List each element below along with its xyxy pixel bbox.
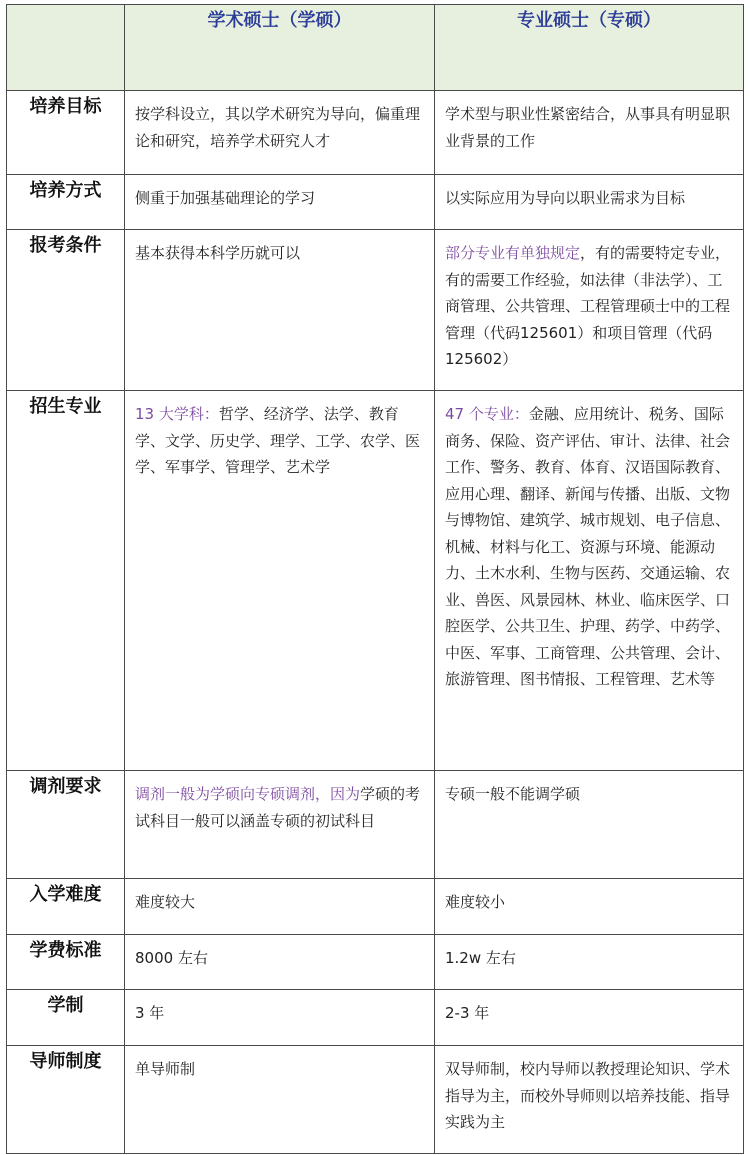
professional-cell: 双导师制，校内导师以教授理论知识、学术指导为主，而校外导师则以培养技能、指导实践为主 xyxy=(435,1046,744,1154)
row-label: 培养目标 xyxy=(7,91,125,175)
academic-cell xyxy=(125,391,435,771)
row-tuition xyxy=(7,935,744,990)
cell-text: ，有的需要特定专业，有的需要工作经验，如法律（非法学）、工商管理、公共管理、工程管理硕士中的工程管理（代码125601）和项目管理（代码 125602） xyxy=(445,244,731,368)
row-difficulty xyxy=(7,879,744,935)
professional-cell: 2-3 年 xyxy=(435,990,744,1046)
academic-cell: 基本获得本科学历就可以 xyxy=(125,230,435,391)
row-label: 导师制度 xyxy=(7,1046,125,1154)
cell-text: 哲学、经济学、法学、教育学、文学、历史学、理学、工学、农学、医学、军事学、管理学、艺术学 xyxy=(135,405,421,476)
academic-cell: 难度较大 xyxy=(125,879,435,935)
professional-cell: 以实际应用为导向以职业需求为目标 xyxy=(435,175,744,230)
highlight-text: 调剂一般为学硕向专硕调剂，因为 xyxy=(135,785,361,803)
row-application-requirements xyxy=(7,230,744,391)
row-majors xyxy=(7,391,744,771)
highlight-text: 47 个专业： xyxy=(445,405,529,423)
academic-cell: 8000 左右 xyxy=(125,935,435,990)
row-label: 入学难度 xyxy=(7,879,125,935)
row-training-goal xyxy=(7,91,744,175)
academic-cell xyxy=(125,771,435,879)
cell-text: 学硕的考试科目一般可以涵盖专硕的初试科目 xyxy=(135,785,421,830)
header-professional: 专业硕士（专硕） xyxy=(435,5,744,91)
header-row xyxy=(7,5,744,91)
header-corner-cell xyxy=(7,5,125,91)
highlight-text: 13 大学科： xyxy=(135,405,219,423)
header-academic: 学术硕士（学硕） xyxy=(125,5,435,91)
row-label: 调剂要求 xyxy=(7,771,125,879)
professional-cell: 学术型与职业性紧密结合，从事具有明显职业背景的工作 xyxy=(435,91,744,175)
professional-cell: 1.2w 左右 xyxy=(435,935,744,990)
row-duration xyxy=(7,990,744,1046)
row-label: 招生专业 xyxy=(7,391,125,771)
row-supervisor-system xyxy=(7,1046,744,1154)
row-label: 培养方式 xyxy=(7,175,125,230)
professional-cell xyxy=(435,391,744,771)
comparison-table xyxy=(6,4,744,1154)
professional-cell xyxy=(435,230,744,391)
row-label: 学费标准 xyxy=(7,935,125,990)
row-training-method xyxy=(7,175,744,230)
row-adjustment xyxy=(7,771,744,879)
academic-cell: 按学科设立，其以学术研究为导向，偏重理论和研究，培养学术研究人才 xyxy=(125,91,435,175)
highlight-text: 部分专业有单独规定 xyxy=(445,244,581,262)
row-label: 报考条件 xyxy=(7,230,125,391)
professional-cell: 难度较小 xyxy=(435,879,744,935)
row-label: 学制 xyxy=(7,990,125,1046)
academic-cell: 单导师制 xyxy=(125,1046,435,1154)
academic-cell: 侧重于加强基础理论的学习 xyxy=(125,175,435,230)
professional-cell: 专硕一般不能调学硕 xyxy=(435,771,744,879)
academic-cell: 3 年 xyxy=(125,990,435,1046)
cell-text: 金融、应用统计、税务、国际商务、保险、资产评估、审计、法律、社会工作、警务、教育、体育、汉语国际教育、应用心理、翻译、新闻与传播、出版、文物与博物馆、建筑学、城市规划、电子信息、机械、材料与化工、资源与环境、能源动力、土木水利、生物与医药、交通运输、农业、兽医、风景园林、林业、临床医学、口腔医学、公共卫生、护理、药学、中药学、中医、军事、工商管理、公共管理、会计、旅游管理、图书情报、工程管理、艺术等 xyxy=(445,405,731,688)
